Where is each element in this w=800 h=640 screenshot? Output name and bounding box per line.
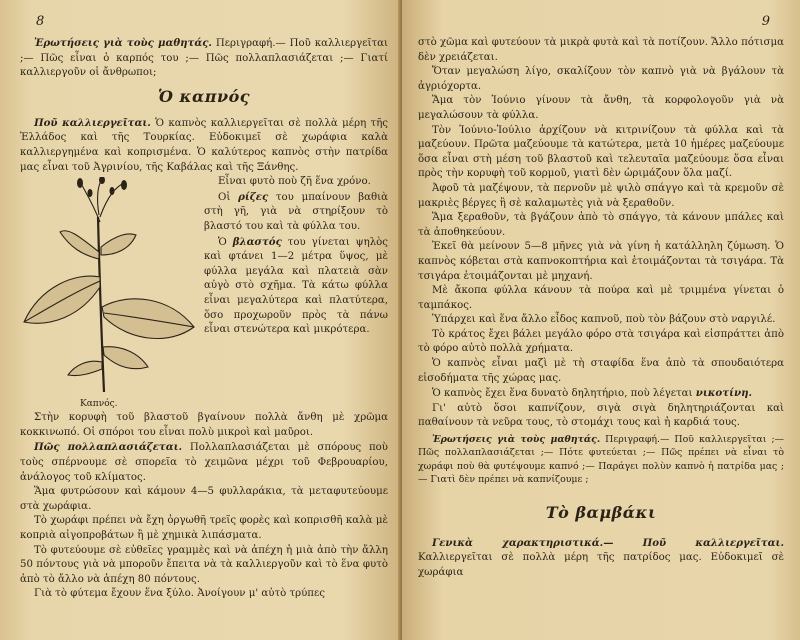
where-cultivated-text: Ὁ καπνὸς καλλιεργεῖται σὲ πολλὰ μέρη τῆς Ἑλλάδος καὶ τῆς Τουρκίας. Εὐδοκιμεῖ σὲ χωράφια καλὰ καλλιεργημένα καὶ κοπρισμένα. Ὁ καλύτερος καπνὸς στὴν πατρίδα μας εἶναι τοῦ Ἀγρινίου, τῆς Καβάλας καὶ τῆς Ξάνθης. [20,117,388,173]
section-heading-cotton: Τὸ βαμβάκι [545,502,657,522]
roots-text: του μπαίνουν βαθιὰ στὴ γῆ, γιὰ νὰ στηρίξουν τὸ βλαστό του καὶ τὰ φύλλα του. [204,191,388,232]
transplant-paragraph: Ἅμα φυτρώσουν καὶ κάμουν 4—5 φυλλαράκια, τὰ μεταφυτεύουμε στὰ χωράφια. [20,486,388,512]
cotton-label: Γενικὰ χαρακτηριστικά.— Ποῦ καλλιεργεῖται. [432,536,784,549]
narghile-paragraph: Ὑπάρχει καὶ ἕνα ἄλλο εἶδος καπνοῦ, ποὺ τὸν βάζουν στὸ ναργιλέ. [432,314,776,326]
where-cultivated-label: Ποῦ καλλιεργεῖται. [34,116,151,129]
questions-label: Ἐρωτήσεις γιὰ τοὺς μαθητάς. [34,37,212,49]
nicotine-pre: Ὁ καπνὸς ἔχει ἕνα δυνατὸ δηλητήριο, ποὺ λέγεται [432,388,696,400]
nicotine-label: νικοτίνη. [695,387,753,400]
watering-paragraph: στὸ χῶμα καὶ φυτεύουν τὰ μικρὰ φυτὰ καὶ τὰ ποτίζουν. Ἄλλο πότισμα δὲν χρειάζεται. [418,37,784,63]
poison-paragraph: Γι' αὐτὸ ὅσοι καπνίζουν, σιγὰ σιγὰ δηλητηριάζονται καὶ παθαίνουν τὰ νεῦρα τους, τὸ στομάχι τους καὶ ἡ καρδιά τους. [418,402,784,429]
questions-paragraph [20,36,388,81]
figure-caption: Καπνός. [80,399,118,410]
stem-pre: Ὁ [218,236,233,248]
roots-label: ρίζες [238,190,269,203]
harvest-paragraph: Τὸν Ἰούνιο-Ἰούλιο ἀρχίζουν νὰ κιτρινίζουν τὰ φύλλα καὶ τὰ μαζεύουν. Πρῶτα μαζεύουμε τὰ κατώτερα, μετὰ 10 ἡμέρες μαζεύουμε ὅσα εἶναι στὴ μέση τοῦ βλαστοῦ καὶ τελευταῖα μαζεύουμε ὅσα εἶναι πρὸς τὴν κορυφὴ τοῦ κορμοῦ, γιατὶ δὲν ὡριμάζουν ὅλα μαζί. [418,124,784,180]
flowers-paragraph: Στὴν κορυφὴ τοῦ βλαστοῦ βγαίνουν πολλὰ ἄνθη μὲ χρῶμα κοκκινωπό. Οἱ σπόροι του εἶναι πολὺ μικροὶ καὶ μαῦροι. [20,412,388,438]
rows-paragraph: Τὸ φυτεύουμε σὲ εὐθεῖες γραμμὲς καὶ νὰ ἀπέχη ἡ μιὰ ἀπὸ τὴν ἄλλη 50 πόντους γιὰ νὰ μποροῦν ἔπειτα νὰ τὰ καλλιεργοῦν καὶ τὸ ἕνα φυτὸ ἀπὸ τὸ ἄλλο νὰ ἀπέχη 80 πόντους. [20,544,388,585]
tax-paragraph: Τὸ κράτος ἔχει βάλει μεγάλο φόρο στὰ τσιγάρα καὶ εἰσπράττει ἀπὸ τὸ φόρο αὐτὸ πολλὰ χρήματα. [418,328,784,355]
cotton-paragraph [418,536,784,581]
topping-paragraph: Ἅμα τὸν Ἰούνιο γίνουν τὰ ἄνθη, τὰ κορφολογοῦν γιὰ νὰ μεγαλώσουν τὰ φύλλα. [418,95,784,121]
tobacco-plant-illustration [20,177,196,409]
fermentation-paragraph: Ἐκεῖ θὰ μείνουν 5—8 μῆνες γιὰ νὰ γίνη ἡ κατάλληλη ζύμωση. Ὁ καπνὸς κόβεται στὰ καπνοκοπτήρια καὶ ἑτοιμάζονται τὰ τσιγάρα. Τὰ τσιγάρα ἑτοιμάζονται μὲ μηχανή. [418,241,784,282]
stem-text: του γίνεται ψηλὸς καὶ φτάνει 1—2 μέτρα ὕψος, μὲ φύλλα μεγάλα καὶ πλατειὰ σὰν αὐγὸ στὸ σχῆμα. Τὰ κάτω φύλλα εἶναι μεγαλύτερα καὶ πλατύτερα, ὅσο προχωροῦν πρὸς τὰ πάνω εἶναι στενώτερα καὶ μικρότερα. [204,236,388,336]
weeding-paragraph: Ὅταν μεγαλώση λίγο, σκαλίζουν τὸν καπνὸ γιὰ νὰ βγάλουν τὰ ἀγριόχορτα. [418,66,784,92]
questions-label-2: Ἐρωτήσεις γιὰ τοὺς μαθητάς. [432,434,601,446]
tobacco-plant-drawing [20,177,196,399]
planting-tool-paragraph: Γιὰ τὸ φύτεμα ἔχουν ἕνα ξύλο. Ἀνοίγουν μ' αὐτὸ τρύπες [34,588,325,600]
propagation-text: Πολλαπλασιάζεται μὲ σπόρους ποὺ τοὺς σπέρνουμε σὲ σπορεῖα τὸ χειμῶνα μέχρι τοῦ Φεβρουαρίου, ἀνάλογος τοῦ κλίματος. [20,442,388,483]
right-page [402,0,800,640]
page-number-left: 8 [36,14,45,29]
cigars-paragraph: Μὲ ἄκοπα φύλλα κάνουν τὰ πούρα καὶ μὲ τριμμένα γίνεται ὁ ταμπάκος. [418,285,784,311]
section-heading-tobacco: Ὁ καπνός [157,86,251,106]
stem-label: βλαστός [232,235,282,248]
cotton-text: Καλλιεργεῖται σὲ πολλὰ μέρη τῆς πατρίδος μας. Εὐδοκιμεῖ σὲ χωράφια [418,552,784,578]
page-number-right: 9 [761,14,770,29]
questions-text: Περιγραφή.— Ποῦ καλλιεργεῖται ;— Πῶς εἶναι ὁ καρπός του ;— Πῶς πολλαπλασιάζεται ;— Γιατί καλλιεργοῦν οἱ ἄνθρωποι; [20,38,388,79]
where-cultivated-paragraph [20,116,388,175]
propagation-paragraph [20,440,388,485]
roots-pre: Οἱ [218,191,239,203]
questions-paragraph-2 [418,433,784,487]
questions-text-2: Περιγραφή.— Ποῦ καλλιεργεῖται ;— Πῶς πολλαπλασιάζεται ;— Πότε φυτεύεται ;— Πῶς πρέπει νὰ εἶναι τὸ χωράφι ποὺ θὰ φυτέψουμε καπνό ;— Παράγει πολὺν καπνὸ ἡ πατρίδα μας ;— Γιατὶ δὲν πρέπει νὰ καπνίζουμε ; [418,434,785,486]
income-paragraph: Ὁ καπνὸς εἶναι μαζὶ μὲ τὴ σταφίδα ἕνα ἀπὸ τὰ σπουδαιότερα εἰσοδήματα τῆς χώρας μας. [418,358,784,384]
nicotine-paragraph [418,386,784,402]
annual-plant-paragraph: Εἶναι φυτὸ ποὺ ζῆ ἕνα χρόνο. [218,176,371,188]
storage-paragraph: Ἅμα ξεραθοῦν, τὰ βγάζουν ἀπὸ τὸ σπάγγο, τὰ κάνουν μπάλες καὶ τὰ ἀποθηκεύουν. [418,212,784,238]
propagation-label: Πῶς πολλαπλασιάζεται. [34,441,183,454]
field-paragraph: Τὸ χωράφι πρέπει νὰ ἔχη ὀργωθῆ τρεῖς φορὲς καὶ κοπρισθῆ καλὰ μὲ κοπριὰ αἰγοπροβάτων ἢ μὲ χημικὰ λιπάσματα. [20,515,388,541]
drying-paragraph: Ἀφοῦ τὰ μαζέψουν, τὰ περνοῦν μὲ ψιλὸ σπάγγο καὶ τὰ κρεμοῦν σὲ μακριὲς βέργες ἢ σὲ καλαμωτὲς γιὰ νὰ ξεραθοῦν. [418,182,784,209]
